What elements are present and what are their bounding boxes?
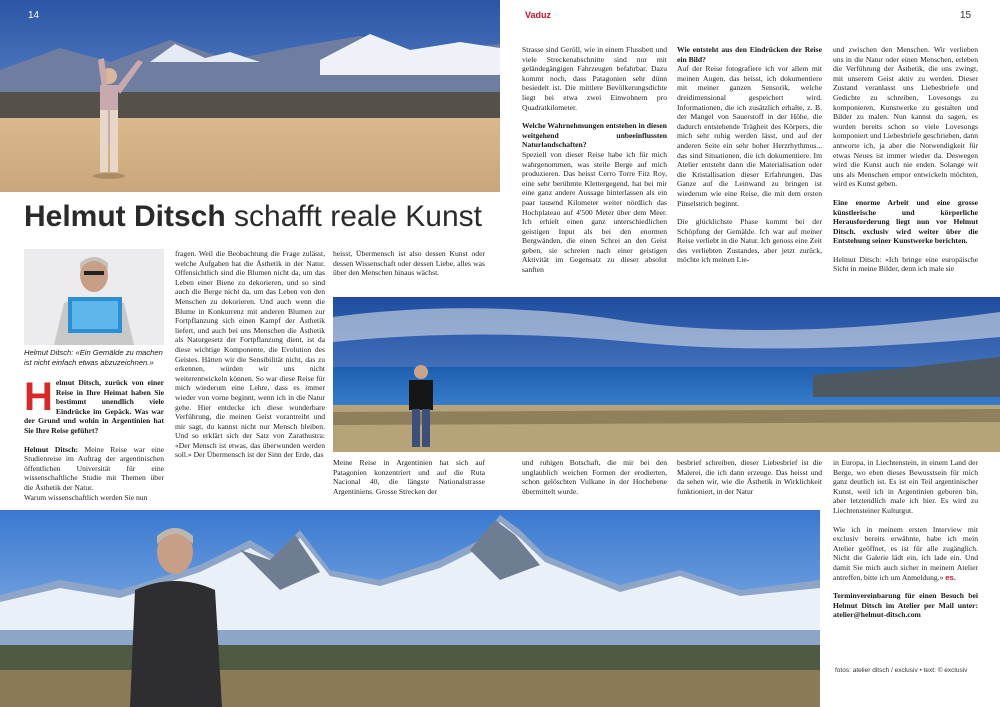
left-column-2 — [175, 249, 325, 469]
rc1-text: Strasse sind Geröll, wie in einem Flussbett und viele Streckenabschnitte sind nur mit geländegängigen Fahrzeugen befahrbar. Dazu kommt noch, dass Patagonien sehr dünn besiedelt ist. Die mittlere Bevölkerungsdichte liegt bei etwa zwei Einwohnern pro Quadratkilometer. — [522, 45, 667, 112]
rc2-text: Auf der Reise fotografiere ich vor allem mit meinen Augen, das heisst, ich dokumentiere mit meiner ganzen Sensorik, welche dreidimensional gespeichert wird. Informationen, die ich zusätzlich erhalte, z. B. der Mangel von Sauerstoff in der Höhe, die dadurch entstehende Trägheit des Körpers, die mich sehr ruhig werden lässt, und auf der anderen Seite ein sehr hoher Herzrhythmus... das sind Situationen, die ich dokumentiere. Im Atelier entsteht dann die Materialisation oder die Kristallisation dieser Erfahrungen. Das Ganze auf die Leinwand zu bringen ist wiederum wie eine Reise, die mit dem ersten Pinselstrich beginnt. — [677, 64, 822, 208]
rc3d-text: Wie ich in meinem ersten Interview mit exclusiv bereits erwähnte, habe ich mein Atelier geöffnet, es ist für alle zugänglich. Nicht die Galerie lädt ein, ich lade ein. Und damit Sie mich auch sicher in meinem Atelier antreffen, bitte ich um Anmeldung.» — [833, 524, 978, 582]
portrait-caption: Helmut Ditsch: «Ein Gemälde zu machen ist nicht einfach etwas abzuzeichnen.» — [24, 348, 163, 367]
fitz-roy-photo — [0, 510, 820, 707]
page-number-right: 15 — [960, 10, 972, 21]
left-column-1 — [24, 375, 164, 511]
page-number-left: 14 — [28, 10, 40, 21]
headline — [24, 200, 482, 234]
rc2-question: Wie entsteht aus den Eindrücken der Reise ein Bild? — [677, 45, 822, 64]
rc2c-text: besbrief schreiben, dieser Liebesbrief ist die Malerei, die ich dann erzeuge. Das heisst und da sehen wir, wie die Ästhetik in Wirklichkeit funktioniert, in der Natur — [677, 458, 822, 496]
col3b-text: Meine Reise in Argentinien hat sich auf Patagonien konzentriert und auf die Ruta Nacional 40, die längste Nationalstrasse Argentiniens. Grosse Strecken der — [333, 458, 485, 496]
rc3-text: und zwischen den Menschen. Wir verlieben uns in die Natur oder einen Menschen, erleben die Verführung der Ästhetik, die uns zwingt, mit unserem Geist aktiv zu werden. Dieser Zustand veranlasst uns Liebesbriefe und Gedichte zu schreiben, Lovesongs zu komponieren, Kunstwerke zu gestalten und Bilder zu malen. Nun kannst du sagen, es wurden bereits schon so viele Lovesongs komponiert und Liebesbriefe geschrieben, dann antworte ich, ja aber die Notwendigkeit für etwas Neues ist immer wieder da. Deswegen wird die Kunst auch nie enden. Solange wir uns als Menschen empor entwickeln möchten, wird es Kunst geben. — [833, 45, 978, 189]
desert-photo — [0, 0, 500, 192]
rc3e-text: Terminvereinbarung für einen Besuch bei Helmut Ditsch im Atelier per Mail unter: atelier@helmut-ditsch.com — [833, 591, 978, 620]
dropcap: H — [24, 375, 53, 419]
question-2: Warum wissenschaftlich werden Sie nun — [24, 492, 148, 502]
rc3-bold: Eine enorme Arbeit und eine grosse künstlerische und körperliche Herausforderung liegt nun vor Helmut Ditsch. exclusiv wird weiter über die Entstehung seiner Kunstwerke berichten. — [833, 197, 978, 246]
rc1-question: Welche Wahrnehmungen entstehen in diesen weitgehend unbeeinflussten Naturlandschaften? — [522, 121, 667, 150]
section-label: Vaduz — [525, 10, 552, 20]
headline-name: Helmut Ditsch — [24, 200, 226, 233]
right-column-3 — [833, 45, 978, 283]
answer-text: Meine Reise war eine Studienreise im Auftrag der argentinischen öffentlichen Universität für eine wissenschaftliche Studie mit Themen über die Ästhetik der Natur. — [24, 444, 164, 492]
answer-lead: Helmut Ditsch: — [24, 444, 79, 454]
left-column-3b — [333, 458, 485, 505]
headline-rest: schafft reale Kunst — [225, 200, 482, 233]
rc3c-text: in Europa, in Liechtenstein, in einem Land der Berge, wo eben dieses Bewusstsein für mich ganz deutlich ist. Es ist ein Teil argentinischer Kunst, weil ich in Argentinien geboren bin, aber letztendlich male ich hier. Es wird zu Liechtensteiner Kulturgut. — [833, 458, 978, 515]
photo-credit: fotos: atelier ditsch / exclusiv • text: © exclusiv — [835, 667, 968, 674]
col2-text: fragen. Weil die Beobachtung die Frage zulässt, welche Aufgaben hat die Ästhetik in der Natur. Offensichtlich sind die Blumen nicht da, um das Leben einer Biene zu dekorieren, und so sind auch die Berge nicht da, um das Leben von den Menschen zu dekorieren. Und auch wenn die Blume in Konkurrenz mit anderen Blumen zur Fortpflanzung sich einen Kampf der Ästhetik liefert, und auch bei uns Menschen die Ästhetik als Naturgesetz der Fortpflanzung dient, ist da diese wichtige Komponente, die Evolution des Geistes. Hätten wir die Sensibilität nicht, das zu erkennen, würden wir uns nicht weiterentwickeln können. So war diese Reise für mich wiederum eine Lehre, dass es immer wieder von vorne beginnt, wenn ich in die Natur gehe. Hier entdecke ich diese wunderbare Verführung, die meinen Geist vorantreibt und mir sagt, du kannst nicht nur Mensch bleiben. Und so erklärt sich der Satz von Zarathustra: «Der Mensch ist etwas, das überwunden werden soll.» Der Übermensch ist der Sinn der Erde, das — [175, 249, 325, 460]
rc2b-text: Die glücklichste Phase kommt bei der Schöpfung der Gemälde. Ich war auf meiner Reise verliebt in die Natur. Ich genoss eine Zeit des verliebten Zustandes, aber jetzt zurück, möchte ich meinen Lie- — [677, 217, 822, 265]
right-column-2b — [677, 458, 822, 505]
author-sign: es. — [945, 572, 956, 582]
intro-question: elmut Ditsch, zurück von einer Reise in Ihre Heimat haben Sie bestimmt unendlich viele Eindrücke im Gepäck. Was war der Grund und wohin in Argentinien hat Sie Ihre Reise geführt? — [24, 378, 164, 435]
right-column-1 — [522, 45, 667, 284]
right-column-2 — [677, 45, 822, 274]
portrait-photo — [24, 249, 164, 345]
rc3b-text: Helmut Ditsch: «Ich bringe eine europäische Sicht in meine Bilder, denn ich male sie — [833, 254, 978, 274]
right-column-3b — [833, 458, 978, 629]
left-column-3 — [333, 249, 485, 287]
rc1c-text: und ruhigen Botschaft, die mir bei den unglaublich weichen Formen der erodierten, schon gelöschten Vulkane in der Hochebene übermittelt wurde. — [522, 458, 667, 496]
right-column-1b — [522, 458, 667, 505]
lake-photo — [333, 297, 1000, 452]
rc1b-text: Speziell von dieser Reise habe ich für mich wahrgenommen, was steile Berge auf mich produzieren. Das heisst Cerro Torre Fitz Roy, eine sehr berühmte Klettergegend, hat bei mir eine ganz andere Aussage hinterlassen als ein paar tausend Kilometer weiter nördlich das Hochplateau auf 4'500 Meter über dem Meer. Ich erhielt einen ganz unterschiedlichen geistigen Input als bei den enormen Bergwänden, die einen Schrei an den Geist geben, sie schreien nach einer geistigen Aktivität im Gegensatz zu dieser absolut sanften — [522, 149, 667, 275]
col3-text: heisst, Übermensch ist also dessen Kunst oder dessen Wissenschaft oder dessen Liebe, alles was über den Menschen hinaus wächst. — [333, 249, 485, 278]
